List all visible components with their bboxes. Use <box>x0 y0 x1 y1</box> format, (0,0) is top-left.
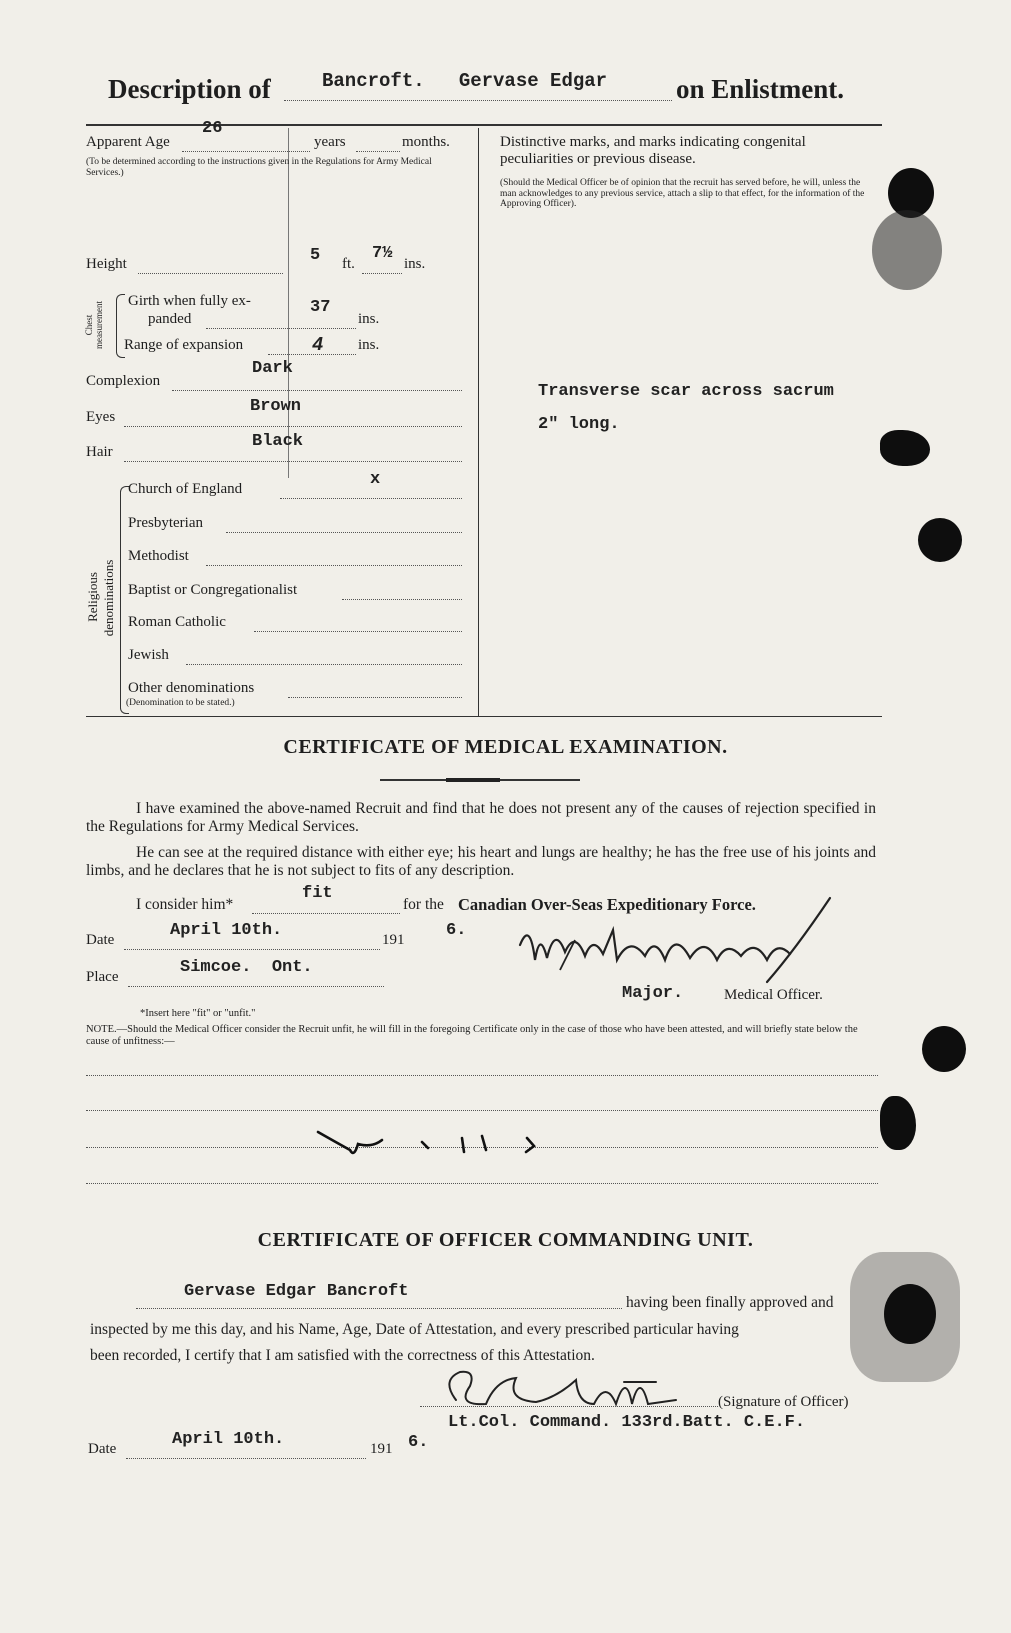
consider-label: I consider him* <box>136 896 234 913</box>
hair-label: Hair <box>86 444 113 460</box>
religion-item: Baptist or Congregationalist <box>128 582 298 598</box>
medical-note: NOTE.—Should the Medical Officer consider the Recruit unfit, he will fill in the foregoing Certificate only in the case of those who have been attested, and will briefly state below the cause of unfitness:— <box>86 1024 858 1047</box>
approval-line3: been recorded, I certify that I am satisfied with the correctness of this Attestation. <box>90 1347 595 1364</box>
girth-label-line1: Girth when fully ex- <box>128 293 251 309</box>
religion-side-label-1: Religious <box>85 572 100 622</box>
marks-label-line1: Distinctive marks, and marks indicating congenital <box>500 134 806 150</box>
years-label: years <box>314 134 346 150</box>
unfitness-line-2 <box>86 1110 878 1111</box>
ins-label: ins. <box>404 256 426 272</box>
religion-mark: x <box>370 470 381 489</box>
eyes-value: Brown <box>250 397 302 416</box>
girth-ins-label: ins. <box>358 311 380 327</box>
religion-item: Church of England <box>128 481 243 497</box>
place-label: Place <box>86 969 119 985</box>
marks-note: (Should the Medical Officer be of opinion that the recruit has served before, he will, unless the man acknowledges to any previous service, attach a slip to that effect, for the information of the Approving Officer). <box>500 178 865 209</box>
commanding-officer-rank: Lt.Col. Command. 133rd.Batt. C.E.F. <box>448 1413 806 1432</box>
marks-label-line2: peculiarities or previous disease. <box>500 151 696 167</box>
commanding-date-value: April 10th. <box>172 1430 285 1449</box>
medical-year-value: 6. <box>446 921 467 940</box>
religion-item: Jewish <box>128 647 169 663</box>
religion-item: Other denominations <box>128 680 255 696</box>
unfitness-line-1 <box>86 1075 878 1076</box>
hair-value: Black <box>252 432 304 451</box>
commanding-year-prefix: 191 <box>370 1441 393 1457</box>
commanding-date-label: Date <box>88 1441 117 1457</box>
religion-item: Presbyterian <box>128 515 203 531</box>
girth-label-line2: panded <box>148 311 192 327</box>
insert-note: *Insert here "fit" or "unfit." <box>140 1008 256 1019</box>
signature-of-officer-label: (Signature of Officer) <box>718 1394 849 1410</box>
form-title-left: Description of <box>108 74 271 104</box>
commanding-officer-signature <box>426 1360 726 1420</box>
force-label: Canadian Over-Seas Expeditionary Force. <box>458 895 756 914</box>
range-value: 4 <box>312 334 324 356</box>
age-note: (To be determined according to the instructions given in the Regulations for Army Medical Services.) <box>86 157 432 178</box>
ft-label: ft. <box>342 256 355 272</box>
punch-hole <box>918 518 962 562</box>
complexion-value: Dark <box>252 359 293 378</box>
marks-value-line2: 2" long. <box>538 415 620 434</box>
fitness-value: fit <box>302 884 333 903</box>
section-bottom-rule <box>86 716 882 717</box>
girth-value: 37 <box>310 298 331 317</box>
force-prefix: for the <box>403 896 444 913</box>
commanding-year-value: 6. <box>408 1433 429 1452</box>
approved-recruit-name: Gervase Edgar Bancroft <box>184 1282 409 1301</box>
medical-paragraph-1: I have examined the above-named Recruit and find that he does not present any of the causes of rejection specified in the Regulations for Army Medical Services. <box>86 800 876 835</box>
commanding-certificate-heading: CERTIFICATE OF OFFICER COMMANDING UNIT. <box>257 1229 754 1251</box>
punch-hole <box>922 1026 966 1072</box>
recruit-name: Bancroft. Gervase Edgar <box>322 70 608 92</box>
ink-scribble <box>312 1120 552 1170</box>
ink-blot <box>880 430 930 466</box>
medical-date-value: April 10th. <box>170 921 283 940</box>
age-label: Apparent Age <box>86 134 170 150</box>
medical-paragraph-2: He can see at the required distance with either eye; his heart and lungs are healthy; he has the free use of his joints and limbs, and he declares that he is not subject to fits of any description. <box>86 844 876 879</box>
age-value: 26 <box>202 119 223 138</box>
height-label: Height <box>86 256 127 272</box>
other-denomination-note: (Denomination to be stated.) <box>126 698 235 708</box>
medical-certificate-heading: CERTIFICATE OF MEDICAL EXAMINATION. <box>283 736 728 758</box>
complexion-label: Complexion <box>86 373 161 389</box>
height-feet-value: 5 <box>310 246 321 265</box>
religion-item: Methodist <box>128 548 189 564</box>
punch-hole <box>884 1284 936 1344</box>
religion-side-label-2: denominations <box>101 559 116 637</box>
place-value: Simcoe. Ont. <box>180 958 313 977</box>
column-divider <box>478 128 479 716</box>
approval-line2: inspected by me this day, and his Name, Age, Date of Attestation, and every prescribed particular having <box>90 1321 739 1338</box>
range-label: Range of expansion <box>124 337 244 353</box>
unfitness-line-4 <box>86 1183 878 1184</box>
stain <box>872 210 942 290</box>
medical-year-prefix: 191 <box>382 932 405 948</box>
months-label: months. <box>402 134 450 150</box>
religion-item: Roman Catholic <box>128 614 226 630</box>
ink-blot <box>880 1096 916 1150</box>
marks-value-line1: Transverse scar across sacrum <box>538 382 834 401</box>
eyes-label: Eyes <box>86 409 116 425</box>
medical-officer-label: Medical Officer. <box>724 987 823 1003</box>
medical-date-label: Date <box>86 932 115 948</box>
medical-officer-rank: Major. <box>622 984 684 1003</box>
form-title-right: on Enlistment. <box>676 74 845 104</box>
approval-line1-tail: having been finally approved and <box>626 1294 834 1311</box>
height-inches-value: 7½ <box>372 244 393 263</box>
range-ins-label: ins. <box>358 337 380 353</box>
chest-side-label: Chest measurement <box>84 301 104 349</box>
medical-officer-signature <box>505 890 840 990</box>
